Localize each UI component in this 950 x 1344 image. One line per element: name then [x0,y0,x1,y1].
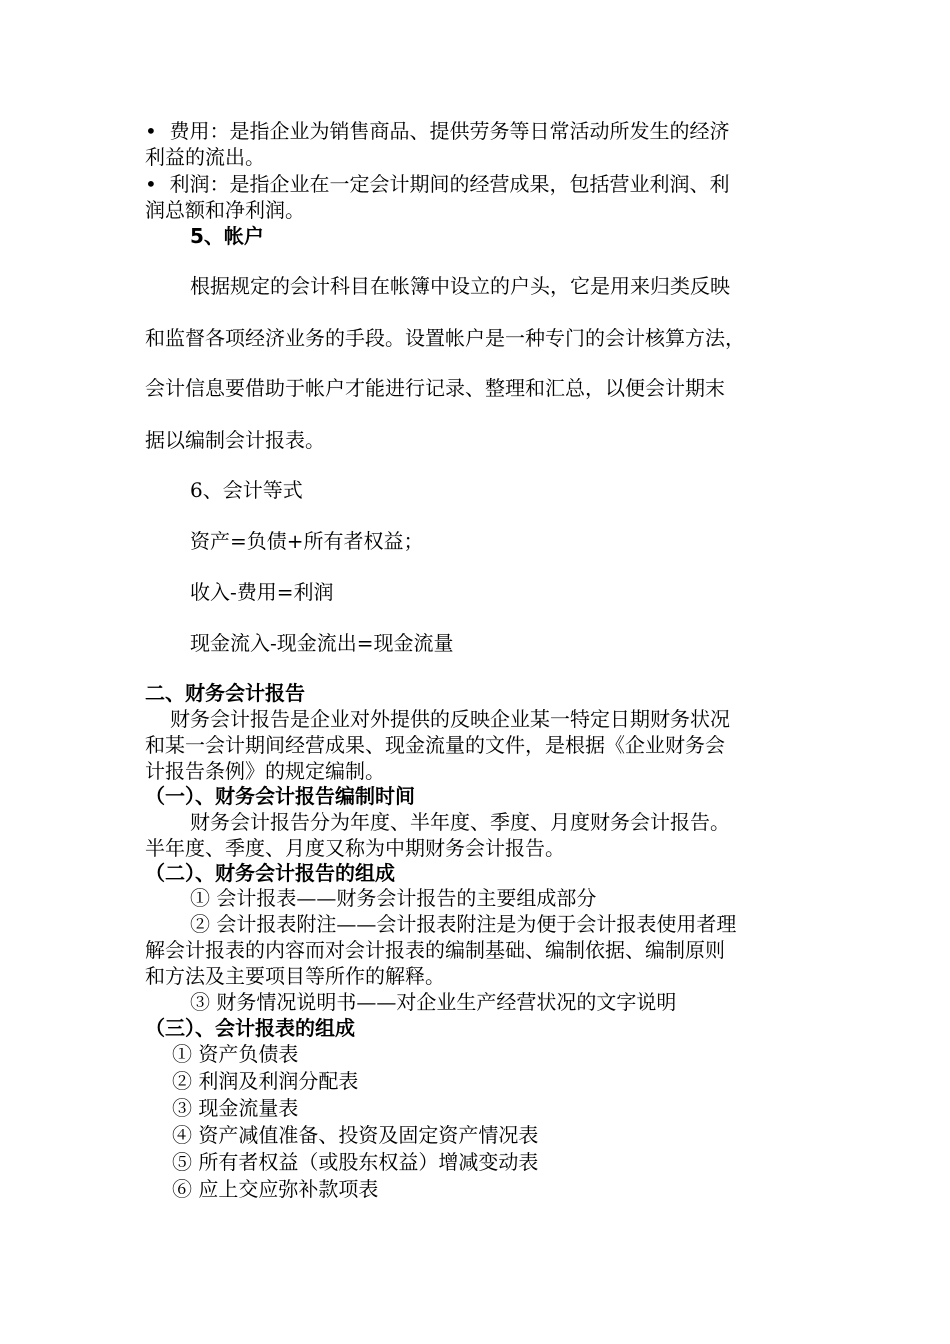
part-2-heading: 二、财务会计报告 [145,681,305,705]
bullet-marker: • [145,172,157,196]
bullet-text: 利润：是指企业在一定会计期间的经营成果，包括营业利润、利 [169,172,730,196]
statement-list-item: ③ 现金流量表 [172,1096,299,1120]
bullet-expense [145,118,730,144]
part-2-intro-line: 和某一会计期间经营成果、现金流量的文件，是根据《企业财务会 [145,733,725,757]
sub-1-para-line: 半年度、季度、月度又称为中期财务会计报告。 [145,836,565,860]
statement-list-item: ⑥ 应上交应弥补款项表 [172,1177,379,1201]
sub-2-item: ② 会计报表附注——会计报表附注是为便于会计报表使用者理 [190,912,737,936]
statement-list-item: ⑤ 所有者权益（或股东权益）增减变动表 [172,1150,539,1174]
section-5-heading: 5、帐户 [190,224,264,248]
section-5-para-line: 根据规定的会计科目在帐簿中设立的户头，它是用来归类反映 [190,274,730,298]
sub-2-item-cont: 和方法及主要项目等所作的解释。 [145,964,445,988]
statement-list-item: ④ 资产减值准备、投资及固定资产情况表 [172,1123,539,1147]
sub-2-item-cont: 解会计报表的内容而对会计报表的编制基础、编制依据、编制原则 [145,938,725,962]
sub-1-heading: （一）、财务会计报告编制时间 [145,784,415,808]
bullet-profit-cont: 润总额和净利润。 [145,198,305,222]
bullet-marker: • [145,119,157,143]
sub-2-item: ③ 财务情况说明书——对企业生产经营状况的文字说明 [190,990,677,1014]
equation-cashflow: 现金流入-现金流出=现金流量 [190,631,454,655]
bullet-expense-cont: 利益的流出。 [145,145,265,169]
part-2-intro-line: 计报告条例》的规定编制。 [145,759,385,783]
sub-2-item: ① 会计报表——财务会计报告的主要组成部分 [190,886,597,910]
bullet-text: 费用：是指企业为销售商品、提供劳务等日常活动所发生的经济 [169,119,730,143]
section-5-para-line: 会计信息要借助于帐户才能进行记录、整理和汇总，以便会计期末 [145,376,725,400]
sub-3-heading: （三）、会计报表的组成 [145,1016,355,1040]
sub-2-heading: （二）、财务会计报告的组成 [145,861,395,885]
equation-accounting: 资产=负债+所有者权益； [190,529,424,553]
part-2-intro-line: 财务会计报告是企业对外提供的反映企业某一特定日期财务状况 [170,707,730,731]
statement-list-item: ② 利润及利润分配表 [172,1069,359,1093]
section-6-heading: 6、会计等式 [190,478,303,502]
sub-1-para-line: 财务会计报告分为年度、半年度、季度、月度财务会计报告。 [190,810,730,834]
statement-list-item: ① 资产负债表 [172,1042,299,1066]
section-5-para-line: 和监督各项经济业务的手段。设置帐户是一种专门的会计核算方法， [145,326,745,350]
equation-profit: 收入-费用=利润 [190,580,334,604]
bullet-profit [145,171,730,197]
section-5-para-line: 据以编制会计报表。 [145,428,325,452]
